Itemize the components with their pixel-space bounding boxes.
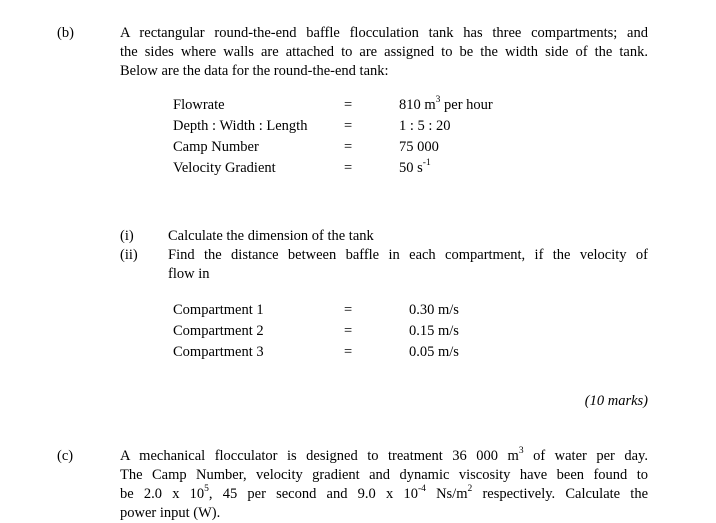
part-c-line: be 2.0 x $10^5$, 45 per second and 9.0 x $10^{-4}$ $Ns/m^2$ respectively. Calculate the — [120, 484, 649, 502]
data-value-flowrate: 810 $m^3$ per hour — [399, 95, 493, 113]
data-value-camp-number: 75 000 — [399, 139, 439, 155]
question-line: Find the distance between baffle in each compartment, if the velocity of — [168, 247, 648, 263]
question-text — [168, 246, 648, 284]
compartment-velocity: 0.05 m/s — [409, 344, 459, 360]
intro-line: the sides where walls are attached to are assigned to be the width side of the tank. — [120, 44, 648, 60]
part-c-text — [120, 447, 648, 523]
data-label-camp-number: Camp Number — [173, 139, 259, 155]
compartment-velocity: 0.15 m/s — [409, 323, 459, 339]
question-number: (ii) — [120, 247, 138, 263]
equals-sign: = — [344, 118, 353, 134]
equals-sign: = — [344, 302, 353, 318]
data-value-velocity-gradient: 50 $s^{-1}$ — [399, 158, 431, 176]
equals-sign: = — [344, 344, 353, 360]
marks-label: (10 marks) — [584, 393, 648, 409]
compartment-label: Compartment 2 — [173, 323, 264, 339]
equals-sign: = — [344, 323, 353, 339]
part-c-line: power input (W). — [120, 505, 221, 521]
equals-sign: = — [344, 160, 353, 176]
question-text: Calculate the dimension of the tank — [168, 228, 374, 244]
intro-line: A rectangular round-the-end baffle flocculation tank has three compartments; and — [120, 25, 648, 41]
data-value-ratio: 1 : 5 : 20 — [399, 118, 451, 134]
compartment-label: Compartment 3 — [173, 344, 264, 360]
intro-line: Below are the data for the round-the-end tank: — [120, 63, 389, 79]
data-label-ratio: Depth : Width : Length — [173, 118, 308, 134]
equals-sign: = — [344, 97, 353, 113]
compartment-velocity: 0.30 m/s — [409, 302, 459, 318]
part-b-label: (b) — [57, 25, 74, 41]
question-number: (i) — [120, 228, 134, 244]
data-label-flowrate: Flowrate — [173, 97, 225, 113]
compartment-label: Compartment 1 — [173, 302, 264, 318]
data-label-velocity-gradient: Velocity Gradient — [173, 160, 276, 176]
equals-sign: = — [344, 139, 353, 155]
part-c-line: A mechanical flocculator is designed to treatment 36 000 $m^3$ of water per day. — [120, 446, 648, 464]
part-c-line: The Camp Number, velocity gradient and dynamic viscosity have been found to — [120, 467, 648, 483]
question-line: flow in — [168, 266, 210, 282]
part-c-label: (c) — [57, 448, 74, 464]
part-b-intro — [120, 24, 648, 81]
